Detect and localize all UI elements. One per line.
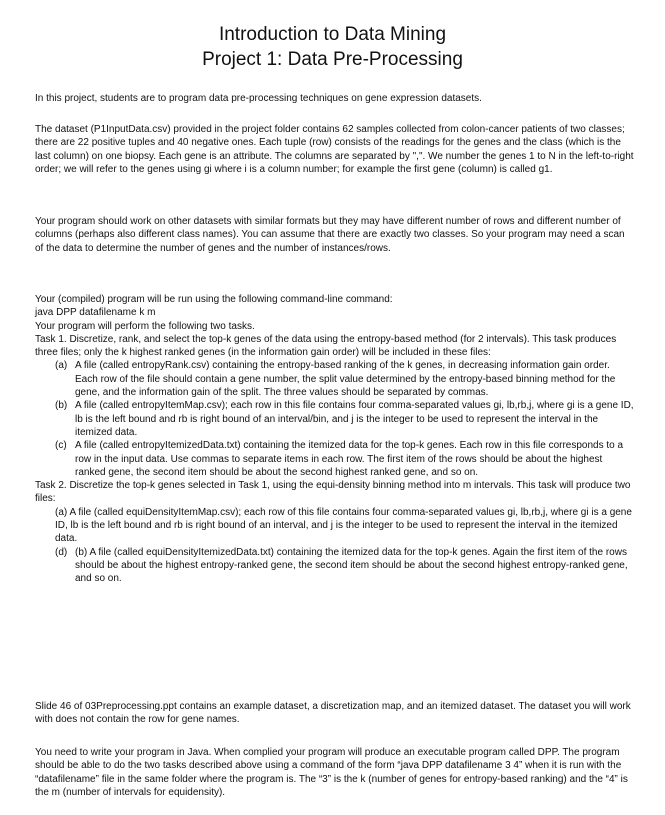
run-command-intro: Your (compiled) program will be run using the following command-line command: — [35, 294, 393, 305]
page-subtitle: Project 1: Data Pre-Processing — [202, 49, 463, 70]
slide-paragraph: Slide 46 of 03Preprocessing.ppt contains an example dataset, a discretization map, and an itemized dataset. The dataset you will work with does not contain the row for gene names. — [35, 701, 631, 726]
item-label: (b) — [55, 400, 68, 412]
intro-paragraph: In this project, students are to program data pre-processing techniques on gene expression datasets. — [35, 93, 482, 104]
item-text: A file (called entropyItemizedData.txt) containing the itemized data for the top-k genes. Each row in this file corresponds to a row in the input data. Use commas to separate items in each row. The first item of the rows should be about the highest ranked gene, the second item should be about the second highest ranked gene, and so on. — [75, 440, 624, 478]
item-label: (d) — [55, 546, 68, 558]
task2-item-a: (a) A file (called equiDensityItemMap.csv); each row of this file contains four comma-separated values gi, lb,rb,j, where gi is a gene ID, lb is the left bound and rb is right bound of an interval, and j is the integer to be used to represent the interval in the itemized data. — [55, 506, 632, 545]
page-title: Introduction to Data Mining — [218, 24, 447, 45]
other-datasets-paragraph: Your program should work on other datasets with similar formats but they may have different number of rows and different number of columns (perhaps also different class names). You can assume that there are exactly two classes. So your program may need a scan of the data to determine the number of genes and the number of instances/rows. — [35, 216, 625, 254]
task1-text: Task 1. Discretize, rank, and select the top-k genes of the data using the entropy-based method (for 2 intervals). This task produces three files; only the k highest ranked genes (in the information gain order) will be included in these files: — [35, 333, 617, 359]
tasks-intro: Your program will perform the following two tasks. — [35, 320, 255, 332]
task1-item-c — [35, 439, 635, 479]
run-command: java DPP datafilename k m — [35, 307, 156, 319]
item-label: (c) — [55, 440, 67, 452]
item-text: A file (called entropyRank.csv) containing the entropy-based ranking of the k genes, in decreasing information gain order. Each row of the file should contain a gene number, the split value determined by the entropy-based binning method for the gene, and the information gain of the split. The three values should be separated by commas. — [75, 360, 616, 399]
tasks-section — [35, 293, 635, 586]
task1-item-a — [35, 359, 635, 399]
java-paragraph: You need to write your program in Java. When complied your program will produce an executable program called DPP. The program should be able to do the two tasks described above using a command of the form “java DPP datafilename 3 4” when it is run with the “datafilename” file in the same folder where the program is. The “3” is the k (number of genes for entropy-based ranking) and the “4” is the m (number of intervals for equidensity). — [35, 747, 628, 798]
dataset-paragraph: The dataset (P1InputData.csv) provided in the project folder contains 62 samples collected from colon-cancer patients of two classes; there are 22 positive tuples and 40 negative ones. Each tuple (row) consists of the readings for the genes and the class (which is the last column) on one biopsy. Each gene is an attribute. The columns are separated by ",". We number the genes 1 to N in the left-to-right order; we will refer to the genes using gi where i is a column number; for example the first gene (column) is called g1. — [35, 124, 634, 175]
task2-item-d — [35, 546, 635, 586]
item-text: (b) A file (called equiDensityItemizedData.txt) containing the itemized data for the top-k genes. Again the first item of the rows should be about the highest entropy-ranked gene, the second item should be about the second highest entropy-ranked gene, and so on. — [75, 546, 628, 585]
task2-text: Task 2. Discretize the top-k genes selected in Task 1, using the equi-density binning method into m intervals. This task will produce two files: — [35, 480, 631, 505]
task1-item-b — [35, 399, 635, 439]
item-label: (a) — [55, 360, 68, 372]
item-text: A file (called entropyItemMap.csv); each row in this file contains four comma-separated values gi, lb,rb,j, where gi is a gene ID, lb is the left bound and rb is right bound of an interval/bin, and j is the integer to be used to represent the interval in the itemized data. — [75, 400, 634, 438]
